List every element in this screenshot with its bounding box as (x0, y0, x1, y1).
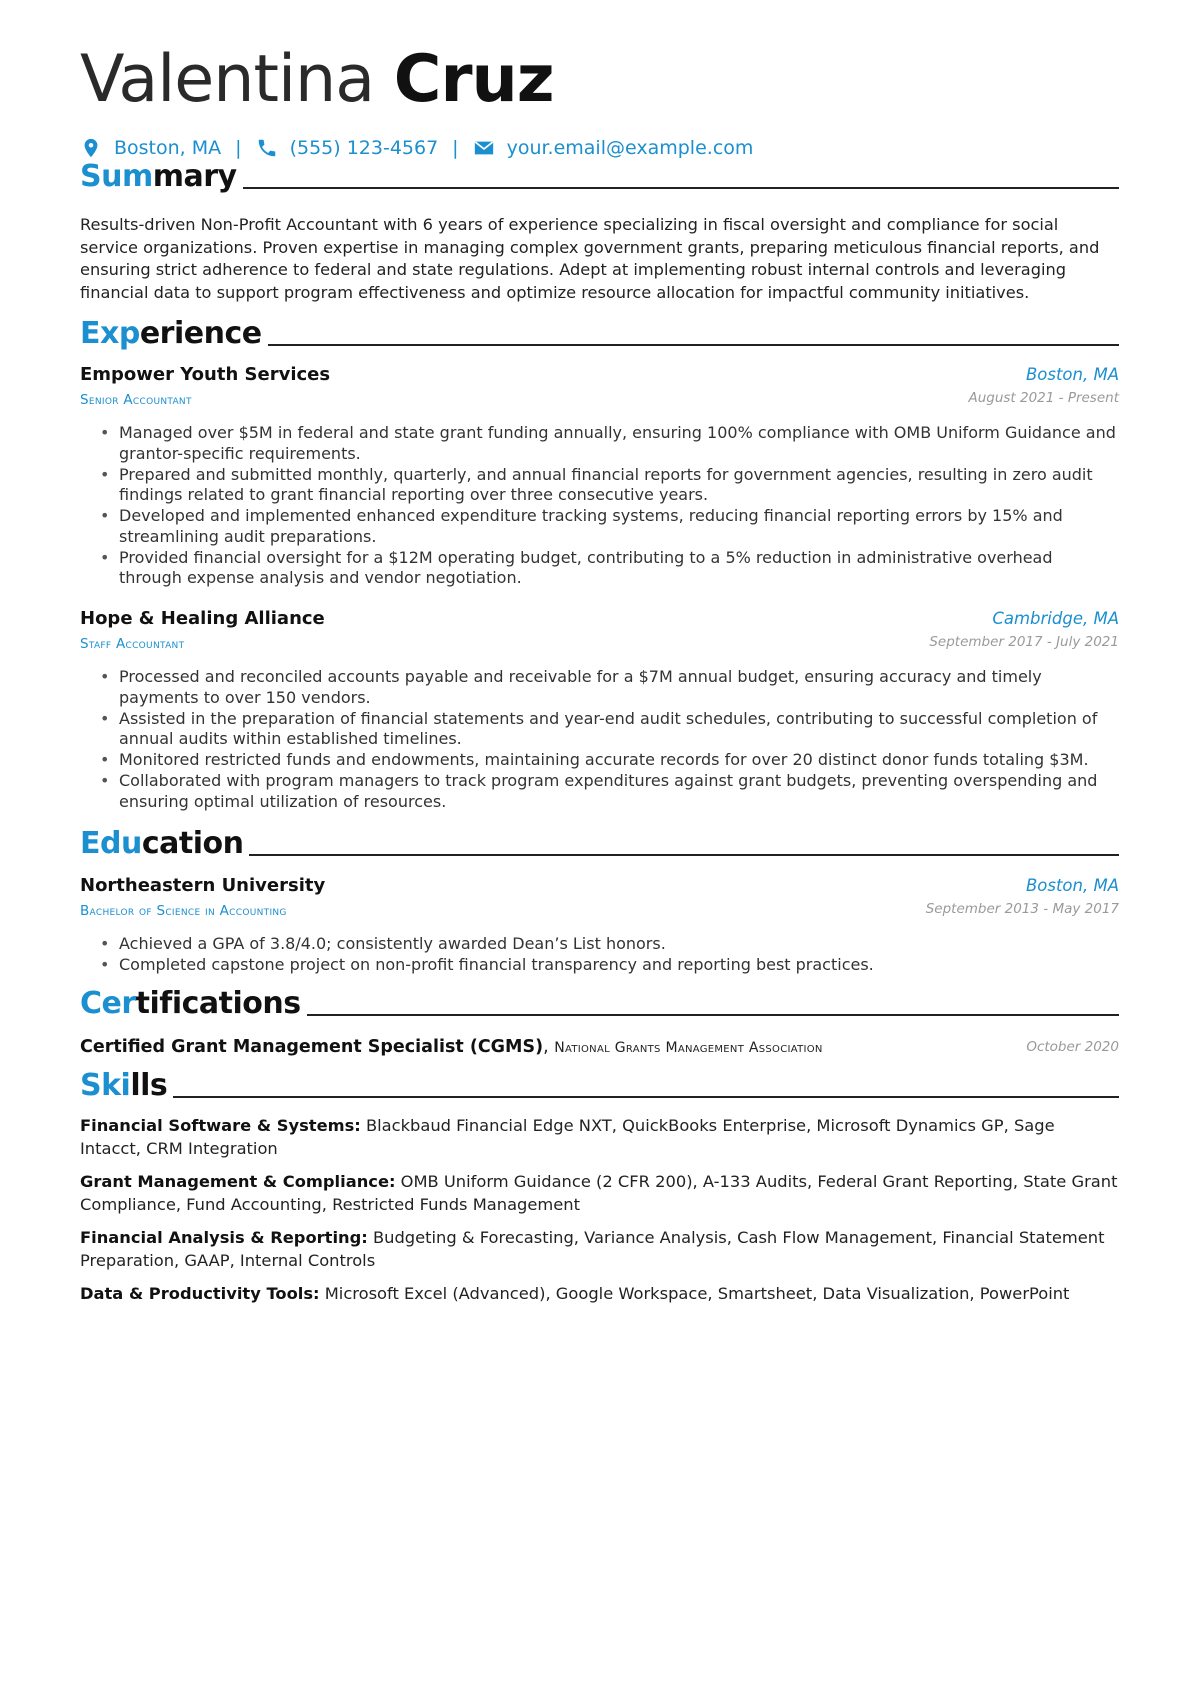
section-title: Education (80, 826, 244, 861)
section-title: Skills (80, 1068, 168, 1103)
education-bullets (100, 934, 1119, 976)
school-name: Northeastern University (80, 875, 326, 896)
list-item: • Completed capstone project on non-profit financial transparency and reporting best practices. (100, 955, 1119, 976)
education-dates: September 2013 - May 2017 (925, 901, 1119, 917)
location-text: Boston, MA (114, 137, 222, 159)
section-rule (249, 854, 1119, 856)
skill-group: Grant Management & Compliance: OMB Uniform Guidance (2 CFR 200), A-133 Audits, Federal Grant Reporting, State Grant Compliance, Fund Accounting, Restricted Funds Management (80, 1172, 1118, 1214)
skill-group: Financial Software & Systems: Blackbaud Financial Edge NXT, QuickBooks Enterprise, Microsoft Dynamics GP, Sage Intacct, CRM Integration (80, 1116, 1055, 1158)
list-item: • Processed and reconciled accounts payable and receivable for a $7M annual budget, ensuring accuracy and timely payments to over 150 vendors. (100, 667, 1119, 708)
contact-separator: | (235, 137, 242, 159)
last-name: Cruz (393, 42, 554, 117)
certification-separator: , (543, 1037, 555, 1057)
certifications-heading (80, 983, 1119, 1023)
contact-separator: | (452, 137, 459, 159)
job-company: Hope & Healing Alliance (80, 608, 325, 629)
candidate-name (80, 40, 554, 120)
job-bullets (100, 667, 1119, 813)
certification-org: National Grants Management Association (554, 1040, 823, 1056)
section-title: Certifications (80, 986, 301, 1021)
section-title: Experience (80, 316, 262, 351)
job-role: Staff Accountant (80, 636, 185, 652)
job-role: Senior Accountant (80, 392, 192, 408)
job-dates: August 2021 - Present (968, 390, 1119, 406)
school-location: Boston, MA (1025, 876, 1119, 895)
section-rule (307, 1014, 1119, 1016)
degree: Bachelor of Science in Accounting (80, 903, 287, 919)
list-item: • Achieved a GPA of 3.8/4.0; consistently awarded Dean’s List honors. (100, 934, 1119, 955)
section-rule (243, 187, 1119, 189)
section-rule (268, 344, 1119, 346)
job-dates: September 2017 - July 2021 (929, 634, 1119, 650)
section-title: Summary (80, 159, 237, 194)
first-name: Valentina (80, 42, 375, 117)
email-link[interactable]: your.email@example.com (506, 137, 754, 159)
phone-link[interactable]: (555) 123-4567 (289, 137, 439, 159)
list-item: • Provided financial oversight for a $12M operating budget, contributing to a 5% reduction in administrative overhead through expense analysis and vendor negotiation. (100, 548, 1119, 589)
certification-name: Certified Grant Management Specialist (CGMS) (80, 1037, 544, 1057)
summary-heading (80, 156, 1119, 196)
job-location: Boston, MA (1025, 365, 1119, 384)
certification-line (80, 1035, 823, 1060)
list-item: • Prepared and submitted monthly, quarterly, and annual financial reports for government agencies, resulting in zero audit findings related to grant financial reporting over three consecutive years. (100, 465, 1119, 506)
skill-group: Financial Analysis & Reporting: Budgeting & Forecasting, Variance Analysis, Cash Flow Management, Financial Statement Preparation, GAAP, Internal Controls (80, 1228, 1105, 1270)
list-item: • Monitored restricted funds and endowments, maintaining accurate records for over 20 distinct donor funds totaling $3M. (100, 750, 1119, 771)
skills-heading (80, 1065, 1119, 1105)
list-item: • Managed over $5M in federal and state grant funding annually, ensuring 100% compliance with OMB Uniform Guidance and grantor-specific requirements. (100, 423, 1119, 464)
list-item: • Collaborated with program managers to track program expenditures against grant budgets, preventing overspending and ensuring optimal utilization of resources. (100, 771, 1119, 812)
section-rule (173, 1096, 1119, 1098)
list-item: • Developed and implemented enhanced expenditure tracking systems, reducing financial reporting errors by 15% and streamlining audit preparations. (100, 506, 1119, 547)
job-bullets (100, 423, 1119, 589)
summary-text: Results-driven Non-Profit Accountant with 6 years of experience specializing in fiscal oversight and compliance for social service organizations. Proven expertise in managing complex government grants, preparing meticulous financial reports, and ensuring strict adherence to federal and state regulations. Adept at implementing robust internal controls and leveraging financial data to support program effectiveness and optimize resource allocation for impactful community initiatives. (80, 215, 1100, 302)
skill-group: Data & Productivity Tools: Microsoft Excel (Advanced), Google Workspace, Smartsheet, Data Visualization, PowerPoint (80, 1284, 1070, 1303)
job-company: Empower Youth Services (80, 364, 331, 385)
education-heading (80, 823, 1119, 863)
job-location: Cambridge, MA (992, 609, 1119, 628)
list-item: • Assisted in the preparation of financial statements and year-end audit schedules, contributing to successful completion of annual audits within established timelines. (100, 709, 1119, 750)
experience-heading (80, 313, 1119, 353)
certification-date: October 2020 (1026, 1039, 1119, 1055)
